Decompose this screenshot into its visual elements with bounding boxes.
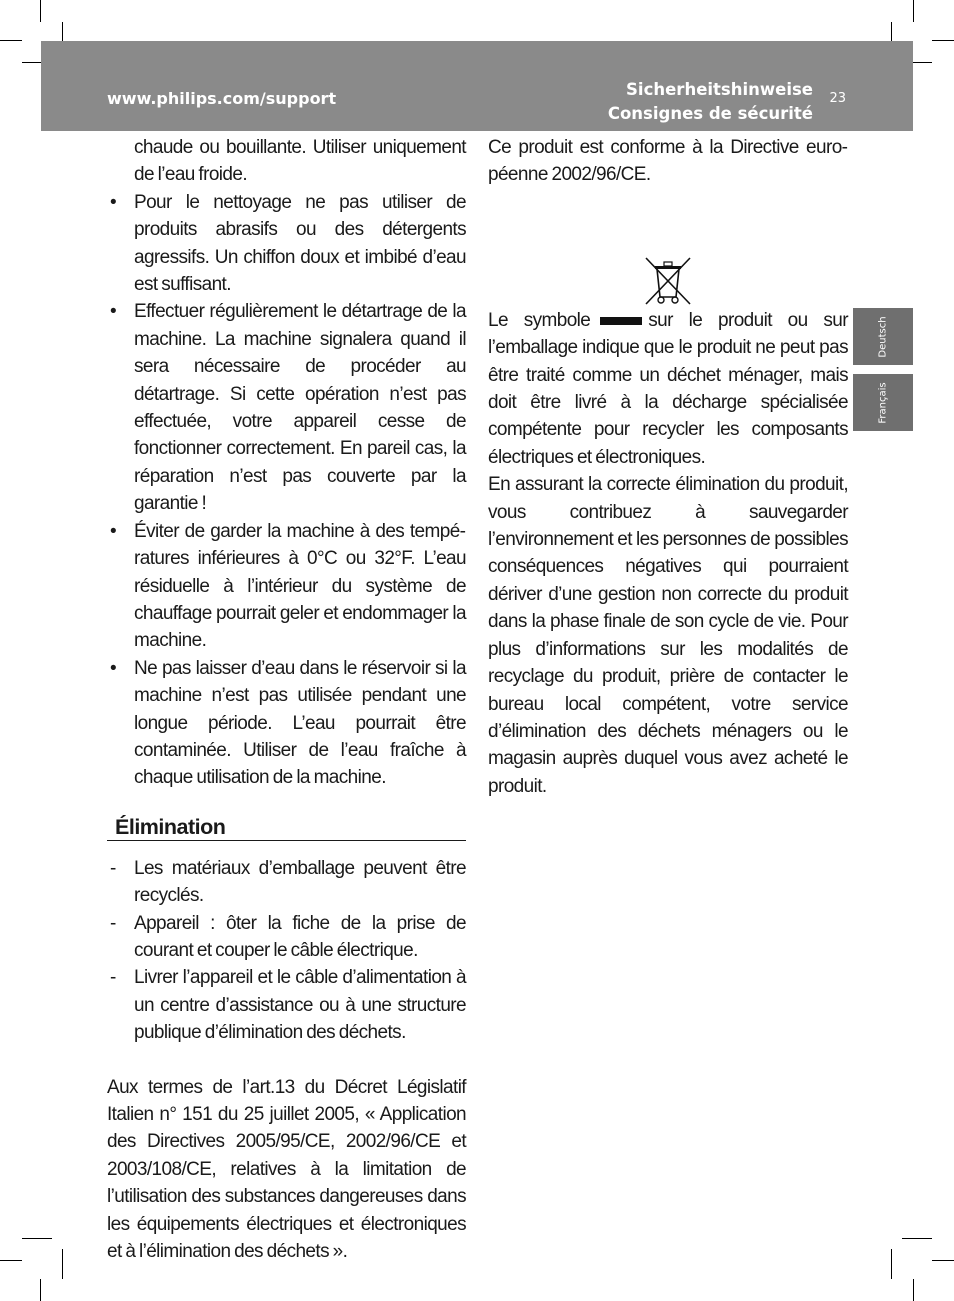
support-url[interactable]: www.philips.com/support (107, 89, 337, 108)
conformity-paragraph: Ce produit est conforme à la Directive européenne 2002/96/CE. (488, 137, 848, 186)
bullet-text: Ne pas laisser d’eau dans le réservoir si la machine n’est pas utilisée pendant une longue période. L’eau pourrait être contaminée. Utiliser de l’eau fraîche à chaque utilisation de la machine. (134, 657, 466, 789)
crop-mark (22, 1238, 52, 1239)
crop-mark (913, 0, 914, 22)
crop-mark (40, 1279, 41, 1301)
section-titles (608, 78, 813, 126)
language-tab-deutsch (853, 308, 913, 365)
dash-marker: - (110, 912, 116, 934)
symbol-suffix: sur le produit ou sur l’emballage indique que le produit ne peut pas être traité comme un déchet ménager, mais doit être livré à la décharge spécialisée compétente pour recycler les composants électriques et électroniques. (488, 309, 848, 468)
bullet-text: Pour le nettoyage ne pas utiliser de produits abrasifs ou des détergents agressifs. Un chiffon doux et imbibé d’eau est suffisant. (134, 191, 466, 296)
dash-text: Livrer l’appareil et le câble d’alimentation à un centre d’assistance ou à une structure publique d’élimination des déchets. (134, 967, 466, 1044)
crossed-out-wheelie-bin-icon (643, 255, 693, 307)
crop-mark (932, 1260, 954, 1261)
bullet-text: Éviter de garder la machine à des températures inférieures à 0°C ou 32°F. L’eau résiduelle à l’intérieur du système de chauffage pourrait geler et endommager la machine. (134, 520, 466, 652)
crop-mark (932, 40, 954, 41)
dash-item (107, 964, 466, 1046)
language-tab-label: Deutsch (877, 315, 889, 358)
bullet-item (107, 189, 466, 299)
weee-symbol-paragraph (488, 307, 848, 471)
bullet-marker: • (110, 520, 117, 542)
bullet-text: Effectuer régulièrement le détartrage de la machine. La machine signalera quand il sera nécessaire de procéder au détartrage. Si cette opération n’est pas effectuée, votre appareil cesse de fonctionner correctement. En pareil cas, la réparation n’est pas couverte par la garantie ! (134, 301, 466, 515)
crop-mark (913, 1279, 914, 1301)
bullet-item (107, 298, 466, 517)
continued-text: chaude ou bouillante. Utiliser uniquement de l’eau froide. (134, 137, 466, 186)
right-column (488, 134, 848, 800)
crop-mark (902, 1238, 932, 1239)
section-title-french: Consignes de sécurité (607, 104, 813, 123)
bullet-marker: • (110, 657, 117, 679)
page-number: 23 (829, 91, 846, 106)
legal-paragraph: Aux termes de l’art.13 du Décret Législatif Italien n° 151 du 25 juillet 2005, « Application des Directives 2005/95/CE, 2002/96/CE et 2003/108/CE, relatives à la limitation de l’utilisation des substances dangereuses dans les équipements électriques et électroniques et à l’élimination des déchets ». (107, 1076, 466, 1263)
section-title-german: Sicherheitshinweise (626, 80, 813, 99)
dash-item (107, 910, 466, 965)
dash-text: Appareil : ôter la fiche de la prise de courant et couper le câble électrique. (134, 912, 466, 961)
dash-item (107, 855, 466, 910)
bullet-marker: • (110, 301, 117, 323)
disposal-paragraph: En assurant la correcte élimination du produit, vous contribuez à sauvegarder l’environnement et les personnes de possibles conséquences négatives qui pourraient dériver d’une gestion non correcte du produit dans la phase finale de son cycle de vie. Pour plus d’informations sur les modalités de recyclage du produit, prière de contacter le bureau local compétent, votre service d’élimination des déchets ménagers ou le magasin auprès duquel vous avez acheté le produit. (488, 474, 848, 797)
bullet-item (107, 655, 466, 792)
dash-marker: - (110, 857, 116, 879)
language-tab-label: Français (877, 381, 889, 424)
crop-mark (62, 1249, 63, 1279)
language-tab-francais (853, 374, 913, 431)
bullet-item (107, 518, 466, 655)
elimination-heading: Élimination (107, 814, 466, 841)
bullet-marker: • (110, 191, 117, 213)
dash-marker: - (110, 967, 116, 989)
left-column (107, 134, 466, 1265)
weee-bar-icon (600, 317, 642, 325)
crop-mark (891, 1249, 892, 1279)
dash-text: Les matériaux d’emballage peuvent être recyclés. (134, 857, 466, 907)
crop-mark (40, 0, 41, 22)
crop-mark (0, 40, 22, 41)
crop-mark (0, 1260, 22, 1261)
symbol-prefix: Le symbole (488, 309, 591, 331)
page-header (41, 41, 913, 131)
